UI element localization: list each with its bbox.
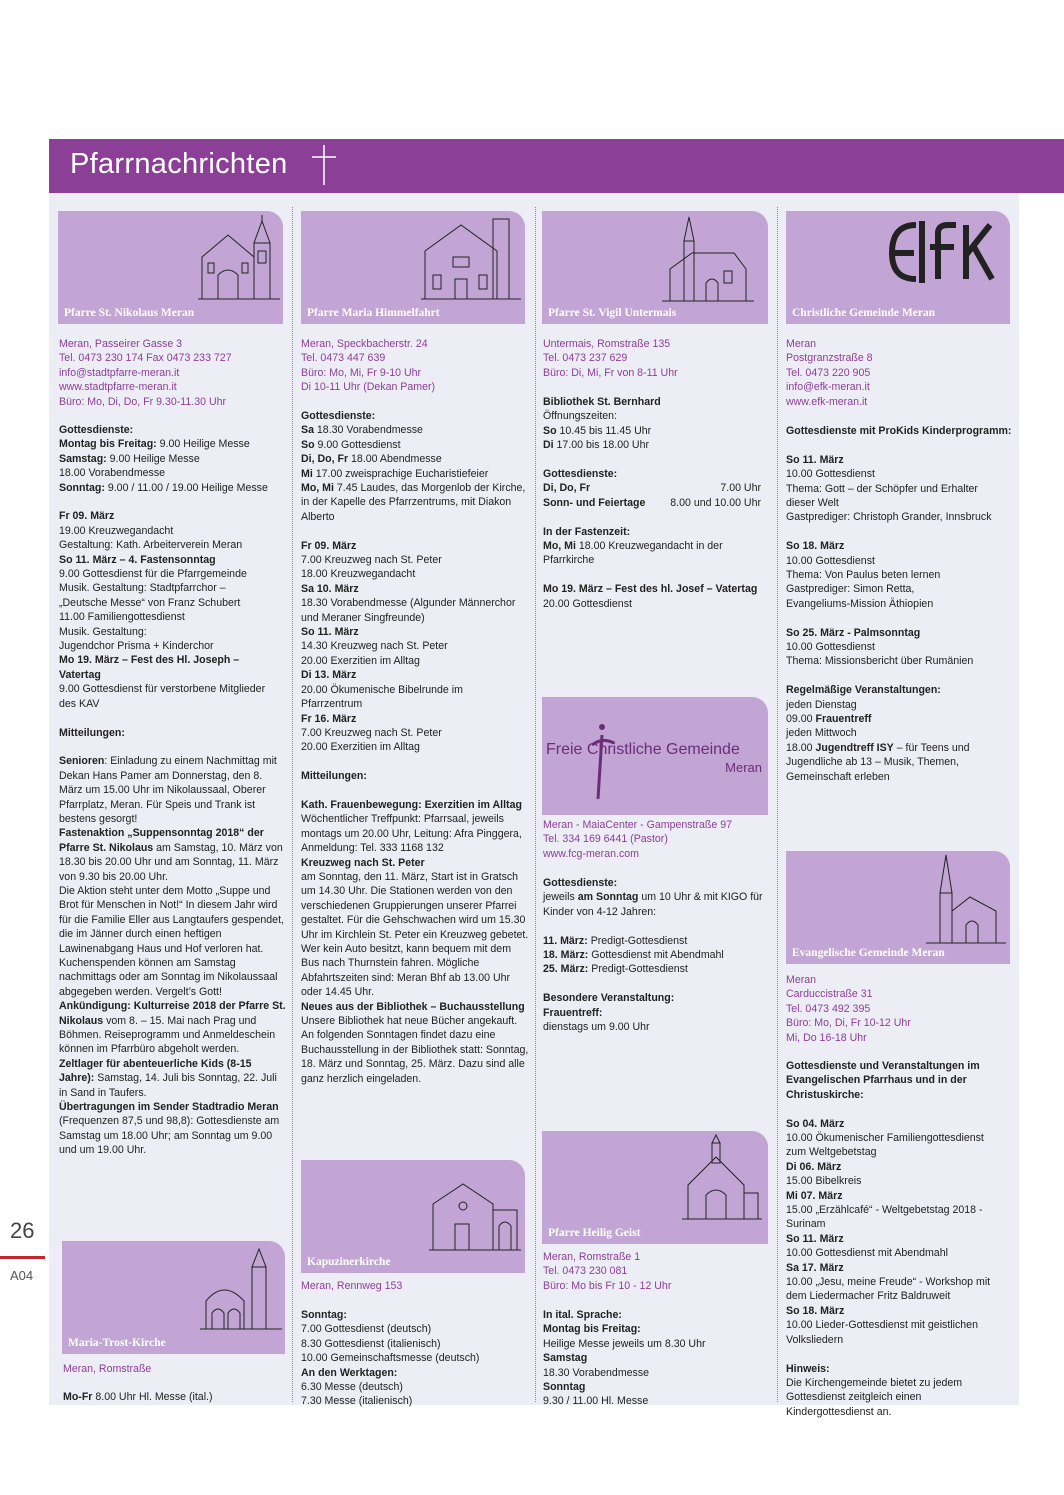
page-code: A04	[10, 1268, 34, 1283]
card-title: Maria-Trost-Kirche	[68, 1337, 166, 1349]
column-separator	[777, 207, 778, 1402]
address-block: Meran, Romstraße	[63, 1363, 152, 1375]
church-card-maria-himmelfahrt	[301, 211, 525, 324]
church-card-st-vigil	[542, 211, 768, 324]
cross-logo-icon	[588, 721, 618, 801]
address-block: Untermais, Romstraße 135 Tel. 0473 237 629 Büro: Di, Mi, Fr von 8-11 Uhr	[543, 338, 678, 379]
church-illustration	[198, 213, 280, 301]
card-title: Pfarre St. Nikolaus Meran	[64, 307, 195, 319]
card-title: Evangelische Gemeinde Meran	[792, 947, 945, 959]
website-link[interactable]: www.stadtpfarre-meran.it	[59, 381, 177, 394]
address-block: Meran, Speckbacherstr. 24 Tel. 0473 447 639 Büro: Mo, Mi, Fr 9-10 Uhr Di 10-11 Uhr (Dekan Pamer)	[301, 338, 436, 394]
church-card-heilig-geist	[542, 1131, 768, 1244]
text-block: Gottesdienste: Montag bis Freitag: 9.00 Heilige Messe Samstag: 9.00 Heilige Messe 18.00 Vorabendmesse Sonntag: 9.00 / 11.00 / 19.00 Heilige Messe Fr 09. März 19.00 Kreuzwegandacht Gestaltung: Kath. Arbeiterverein Meran So 11. März – 4. Fastensonntag 9.00 Gottesdienst für die Pfarrgemeinde Musik. Gestaltung: Stadtpfarrchor – „Deutsche Messe“ von Franz Schubert 11.00 Familiengottesdienst Musik. Gestaltung: Jugendchor Prisma + Kinderchor Mo 19. März – Fest des Hl. Joseph – Vatertag 9.00 Gottesdienst für verstorbene Mitglieder des KAV Mitteilungen: Senioren: Einladung zu einem Nachmittag mit Dekan Hans Pamer am Donnerstag, den 8. März um 15.00 Uhr im Nikolaussaal, Oberer Pfarrplatz, Meran. Für Speis und Trank ist bestens gesorgt! Fastenaktion „Suppensonntag 2018“ der Pfarre St. Nikolaus am Samstag, 10. März von 18.30 bis 20.00 Uhr und am Sonntag, 11. März von 9.30 bis 20.00 Uhr. Die Aktion steht unter dem Motto „Suppe und Brot für Menschen in Not!“ In diesem Jahr wird für die Familie Eller aus Langtaufers gespendet, die im Jänner durch einen heftigen Lawinenabgang Haus und Hof verloren hat. Kuchenspenden können am Samstag nachmittags oder am Sonntag im Nikolaussaal abgegeben werden. Vergelt’s Gott! Ankündigung: Kulturreise 2018 der Pfarre St. Nikolaus vom 8. – 15. Mai nach Prag und Böhmen. Reiseprogramm und Anmeldeschein können im Pfarrbüro abgeholt werden. Zeltlager für abenteuerliche Kids (8-15 Jahre): Samstag, 14. Juli bis Sonntag, 22. Juli in Sand in Taufers. Übertragungen im Sender Stadtradio Meran (Frequenzen 87,5 und 98,8): Gottesdienste am Samstag um 18.00 Uhr; am Sonntag um 9.00 und um 19.00 Uhr.	[59, 424, 286, 1157]
church-card-kapuzinerkirche	[301, 1160, 525, 1273]
email-link[interactable]: info@stadtpfarre-meran.it	[59, 366, 180, 379]
card-title: Pfarre St. Vigil Untermais	[548, 307, 677, 319]
text-block: Gottesdienste: Sa 18.30 Vorabendmesse So 9.00 Gottesdienst Di, Do, Fr 18.00 Abendmesse Mi 17.00 zweisprachige Eucharistiefeier Mo, Mi 7.45 Laudes, das Morgenlob der Kirche, in der Kapelle des Pfarrzentrums, mit Diakon Alberto Fr 09. März 7.00 Kreuzweg nach St. Peter 18.00 Kreuzwegandacht Sa 10. März 18.30 Vorabendmesse (Algunder Männerchor und Meraner Singfreunde) So 11. März 14.30 Kreuzweg nach St. Peter 20.00 Exerzitien im Alltag Di 13. März 20.00 Ökumenische Bibelrunde im Pfarrzentrum Fr 16. März 7.00 Kreuzweg nach St. Peter 20.00 Exerzitien im Alltag Mitteilungen: Kath. Frauenbewegung: Exerzitien im Alltag Wöchentlicher Treffpunkt: Pfarrsaal, jeweils montags um 20.00 Uhr, Leitung: Afra Pinggera, Anmeldung: Tel. 333 1168 132 Kreuzweg nach St. Peter am Sonntag, den 11. März, Start ist in Gratsch um 14.30 Uhr. Die Stationen werden von den verschiedenen Gruppierungen unserer Pfarrei gestaltet. Für die Gehschwachen wird um 15.30 Uhr im Kirchlein St. Peter ein Kreuzweg gebetet. Wer kein Auto besitzt, kann bequem mit dem Bus nach Thurnstein fahren. Mögliche Abfahrtszeiten sind: Meran Bhf ab 13.00 Uhr oder 14.45 Uhr. Neues aus der Bibliothek – Buchausstellung Unsere Bibliothek hat neue Bücher angekauft. An folgenden Sonntagen findet dazu eine Buchausstellung in der Bibliothek statt: Sonntag, 18. März und Sonntag, 25. März. Dazu sind alle ganz herzlich eingeladen.	[301, 410, 529, 1085]
text-block: In ital. Sprache: Montag bis Freitag: Heilige Messe jeweils um 8.30 Uhr Samstag 18.30 Vorabendmesse Sonntag 9.30 / 11.00 Hl. Messe	[543, 1309, 706, 1408]
header-banner	[49, 139, 1064, 193]
page-number-rule	[0, 1256, 45, 1259]
website-link[interactable]: www.fcg-meran.com	[543, 847, 639, 860]
address-block: Meran, Romstraße 1 Tel. 0473 230 081 Büro: Mo bis Fr 10 - 12 Uhr	[543, 1251, 672, 1292]
church-card-maria-trost	[62, 1241, 285, 1354]
address-block: Meran Postgranzstraße 8 Tel. 0473 220 905 info@efk-meran.it www.efk-meran.it	[786, 337, 1014, 409]
card-title: Pfarre Heilig Geist	[548, 1227, 641, 1239]
text-block: Mo-Fr 8.00 Uhr Hl. Messe (ital.)	[63, 1391, 213, 1403]
church-illustration	[421, 215, 521, 301]
church-card-christliche-gemeinde	[786, 211, 1010, 324]
text-block: Gottesdienste und Veranstaltungen im Evangelischen Pfarrhaus und in der Christuskirche: So 04. März 10.00 Ökumenischer Familiengottesdienst zum Weltgebetstag Di 06. März 15.00 Bibelkreis Mi 07. März 15.00 „Erzählcafé“ - Weltgebetstag 2018 - Surinam So 11. März 10.00 Gottesdienst mit Abendmahl Sa 17. März 10.00 „Jesu, meine Freude“ - Workshop mit dem Liedermacher Fritz Baldruweit So 18. März 10.00 Lieder-Gottesdienst mit geistlichen Volksliedern Hinweis: Die Kirchengemeinde bietet zu jedem Gottesdienst zeitgleich einen Kindergottesdienst an.	[786, 1060, 991, 1418]
church-illustration	[682, 1133, 762, 1223]
column-separator	[292, 207, 293, 1402]
church-card-evangelische-gemeinde	[786, 851, 1010, 964]
card-title: Pfarre Maria Himmelfahrt	[307, 307, 440, 319]
text-block: Gottesdienste mit ProKids Kinderprogramm: So 11. März 10.00 Gottesdienst Thema: Gott – der Schöpfer und Erhalter dieser Welt Gastprediger: Christoph Grander, Innsbruck So 18. März 10.00 Gottesdienst Thema: Von Paulus beten lernen Gastprediger: Simon Retta, Evangeliums-Mission Äthiopien So 25. März - Palmsonntag 10.00 Gottesdienst Thema: Missionsbericht über Rumänien Regelmäßige Veranstaltungen: jeden Dienstag 09.00 Frauentreff jeden Mittwoch 18.00 Jugendtreff ISY – für Teens und Jugendliche ab 13 – Musik, Themen, Gemeinschaft erleben	[786, 425, 1012, 783]
page-title: Pfarrnachrichten	[70, 148, 288, 180]
church-illustration	[200, 1243, 282, 1331]
page-margin	[1019, 193, 1064, 1405]
fcg-logo-text: Freie Christliche Gemeinde	[546, 741, 740, 758]
efk-logo	[886, 217, 996, 285]
text-block: Sonntag: 7.00 Gottesdienst (deutsch) 8.30 Gottesdienst (italienisch) 10.00 Gemeinschaftsmesse (deutsch) An den Werktagen: 6.30 Messe (deutsch) 7.30 Messe (italienisch)	[301, 1309, 480, 1408]
text-block: Gottesdienste: jeweils am Sonntag um 10 Uhr & mit KIGO für Kinder von 4-12 Jahren: 11. März: Predigt-Gottesdienst 18. März: Gottesdienst mit Abendmahl 25. März: Predigt-Gottesdienst Besondere Veranstaltung: Frauentreff: dienstags um 9.00 Uhr	[543, 877, 763, 1034]
text-block: Bibliothek St. Bernhard Öffnungszeiten: So 10.45 bis 11.45 Uhr Di 17.00 bis 18.00 Uhr Gottesdienste: Di, Do, Fr 7.00 Uhr Sonn- und Feiertage 8.00 und 10.00 Uhr In der Fastenzeit: Mo, Mi 18.00 Kreuzwegandacht in der Pfarrkirche Mo 19. März – Fest des hl. Josef – Vatertag 20.00 Gottesdienst	[543, 396, 761, 610]
fcg-logo-subtitle: Meran	[725, 760, 762, 775]
column-separator	[535, 207, 536, 1402]
address-block: Meran - MaiaCenter - Gampenstraße 97 Tel. 334 169 6441 (Pastor) www.fcg-meran.com	[543, 818, 771, 861]
card-title: Kapuzinerkirche	[307, 1256, 391, 1268]
church-illustration	[662, 213, 754, 303]
address-block: Meran, Rennweg 153	[301, 1280, 403, 1292]
church-illustration	[429, 1164, 521, 1252]
church-card-st-nikolaus	[58, 211, 283, 324]
address-block: Meran, Passeirer Gasse 3 Tel. 0473 230 174 Fax 0473 233 727 info@stadtpfarre-meran.it www.stadtpfarre-meran.it Büro: Mo, Di, Do, Fr 9.30-11.30 Uhr	[59, 337, 287, 409]
address-block: Meran Carduccistraße 31 Tel. 0473 492 395 Büro: Mo, Di, Fr 10-12 Uhr Mi, Do 16-18 Uhr	[786, 974, 911, 1044]
card-title: Christliche Gemeinde Meran	[792, 307, 936, 319]
fcg-logo-card	[542, 697, 768, 815]
cross-icon	[309, 143, 339, 187]
church-illustration	[926, 853, 1006, 945]
page-number: 26	[10, 1218, 35, 1243]
email-link[interactable]: info@efk-meran.it	[786, 381, 870, 394]
website-link[interactable]: www.efk-meran.it	[786, 395, 868, 408]
